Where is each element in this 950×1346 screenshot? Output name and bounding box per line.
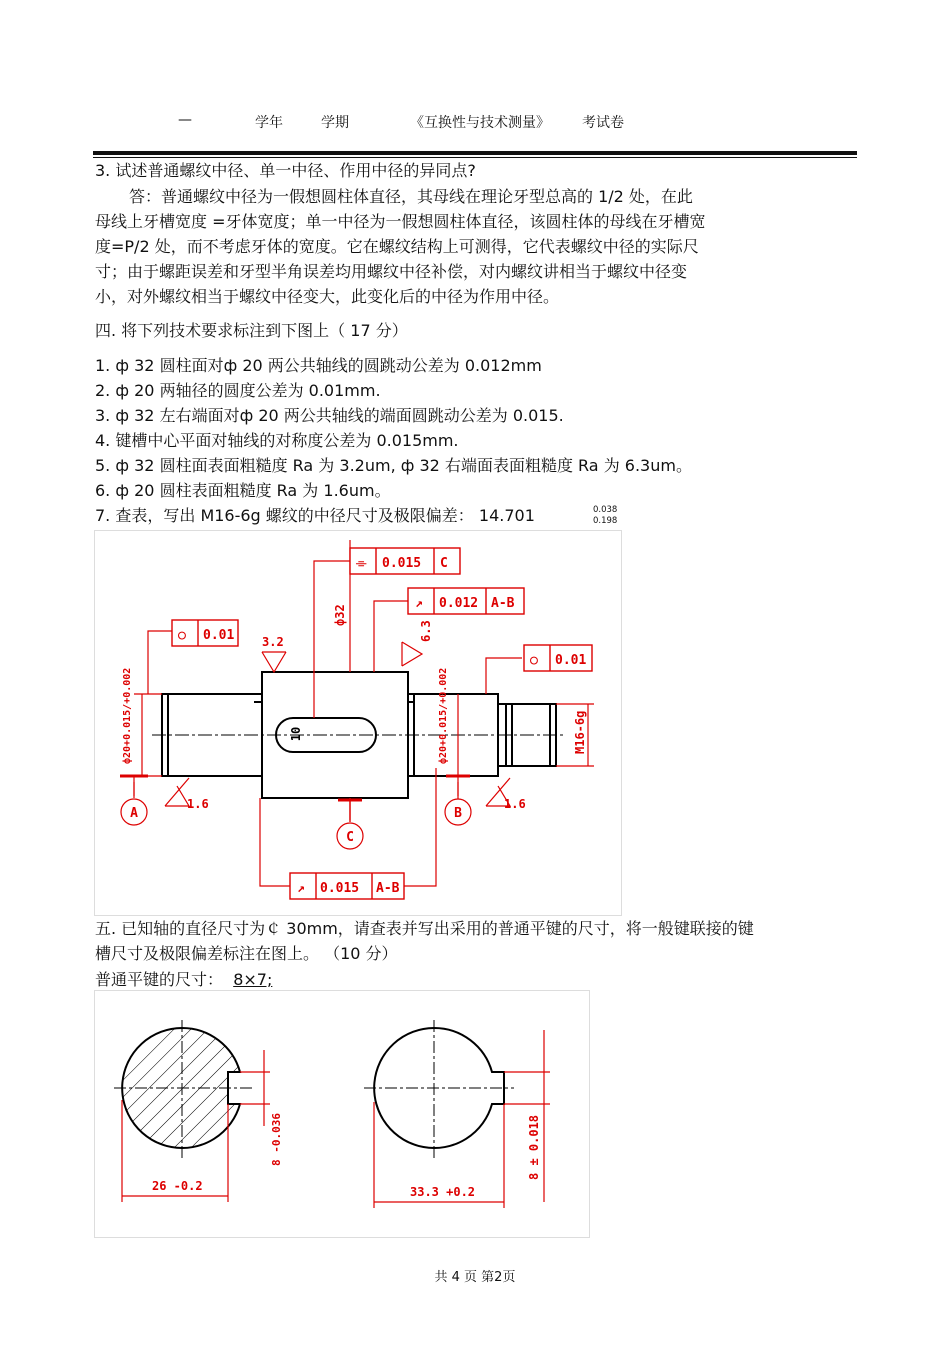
dim-phi32-label: ф32 bbox=[333, 604, 347, 626]
q3-title: 3. 试述普通螺纹中径、单一中径、作用中径的异同点? bbox=[95, 161, 476, 180]
header-dash: — bbox=[178, 112, 192, 128]
q3-answer-line: 度=P/2 处，而不考虑牙体的宽度。它在螺纹结构上可测得，它代表螺纹中径的实际尺 bbox=[95, 237, 699, 256]
dim-thread-label: M16-6g bbox=[573, 710, 587, 754]
pitch-diameter-upper-deviation: 0.038 bbox=[593, 505, 618, 515]
fcf-symmetry-value: 0.015 bbox=[382, 556, 422, 571]
dim-left-shaft-label: ф20+0.015/+0.002 bbox=[122, 667, 133, 764]
header-exam: 考试卷 bbox=[582, 115, 624, 131]
q3-answer-line: 答：普通螺纹中径为一假想圆柱体直径，其母线在理论牙型总高的 1/2 处，在此 bbox=[129, 187, 693, 206]
key-size-value: 8×7; bbox=[233, 970, 273, 989]
header-rule-thick bbox=[93, 151, 857, 155]
q4-item: 3. ф 32 左右端面对ф 20 两公共轴线的端面圆跳动公差为 0.015. bbox=[95, 406, 564, 425]
roughness-symbol bbox=[262, 652, 286, 672]
fcf-runout-top-symbol: ↗ bbox=[415, 596, 423, 611]
q4-item: 1. ф 32 圆柱面对ф 20 两公共轴线的圆跳动公差为 0.012mm bbox=[95, 356, 542, 375]
section-hub bbox=[364, 1020, 514, 1160]
header-semester: 学期 bbox=[321, 115, 349, 131]
q5-title-cont: 槽尺寸及极限偏差标注在图上。 （10 分） bbox=[95, 944, 398, 963]
fcf-roundness-right-symbol: ○ bbox=[530, 653, 538, 668]
fcf-runout-bottom-datum: A-B bbox=[376, 881, 400, 896]
pitch-diameter-lower-deviation: 0.198 bbox=[593, 516, 618, 526]
keyway-drawing bbox=[94, 990, 590, 1238]
q3-answer-line: 寸；由于螺距误差和牙型半角误差均用螺纹中径补偿，对内螺纹讲相当于螺纹中径变 bbox=[95, 262, 688, 281]
q3-answer-line: 母线上牙槽宽度 =牙体宽度；单一中径为一假想圆柱体直径，该圆柱体的母线在牙槽宽 bbox=[95, 212, 706, 231]
datum-a-label: A bbox=[130, 806, 138, 821]
header-school-year: 学年 bbox=[255, 115, 283, 131]
shaft-drawing bbox=[94, 530, 622, 916]
header-course: 《互换性与技术测量》 bbox=[410, 115, 550, 131]
fcf-roundness-left-value: 0.01 bbox=[203, 628, 235, 643]
q4-item: 6. ф 20 圆柱表面粗糙度 Ra 为 1.6um。 bbox=[95, 481, 391, 500]
datum-b-label: B bbox=[454, 806, 462, 821]
fcf-roundness-right-value: 0.01 bbox=[555, 653, 587, 668]
q3-answer-line: 小，对外螺纹相当于螺纹中径变大，此变化后的中径为作用中径。 bbox=[95, 287, 560, 306]
dim-right-shaft-label: ф20+0.015/+0.002 bbox=[438, 667, 449, 764]
fcf-runout-bottom-value: 0.015 bbox=[320, 881, 360, 896]
header-rule-thin bbox=[93, 157, 857, 158]
fcf-runout-top-datum: A-B bbox=[491, 596, 515, 611]
roughness-1.6-right-label: 1.6 bbox=[504, 797, 526, 811]
keyway-width-label: 10 bbox=[289, 726, 303, 742]
left-depth-dim: 26 -0.2 bbox=[152, 1179, 203, 1193]
q4-title: 四. 将下列技术要求标注到下图上（ 17 分） bbox=[95, 321, 408, 340]
datum-c-label: C bbox=[346, 830, 354, 845]
left-key-width-dim: 8 -0.036 bbox=[270, 1113, 283, 1166]
roughness-3.2-label: 3.2 bbox=[262, 635, 284, 649]
fcf-runout-top-value: 0.012 bbox=[439, 596, 479, 611]
q4-item: 2. ф 20 两轴径的圆度公差为 0.01mm. bbox=[95, 381, 381, 400]
roughness-symbol bbox=[165, 786, 189, 806]
key-size-line bbox=[95, 970, 288, 990]
right-depth-dim: 33.3 +0.2 bbox=[410, 1185, 476, 1199]
page-footer: 共 4 页 第2页 bbox=[434, 1270, 516, 1285]
roughness-symbol bbox=[402, 642, 422, 666]
fcf-symmetry-symbol: ⌯ bbox=[356, 556, 367, 571]
fcf-symmetry-datum: C bbox=[440, 556, 448, 571]
fcf-roundness-left-symbol: ○ bbox=[178, 628, 186, 643]
q4-item: 5. ф 32 圆柱面表面粗糙度 Ra 为 3.2um, ф 32 右端面表面粗糙度 Ra 为 6.3um。 bbox=[95, 456, 692, 475]
roughness-1.6-left-label: 1.6 bbox=[187, 797, 209, 811]
q4-item: 4. 键槽中心平面对轴线的对称度公差为 0.015mm. bbox=[95, 431, 459, 450]
roughness-6.3-label: 6.3 bbox=[419, 620, 433, 642]
right-key-width-dim: 8 ± 0.018 bbox=[527, 1114, 541, 1180]
q5-title: 五. 已知轴的直径尺寸为￠ 30mm，请查表并写出采用的普通平键的尺寸，将一般键联接的键 bbox=[95, 919, 754, 938]
q4-item: 7. 查表，写出 M16-6g 螺纹的中径尺寸及极限偏差： 14.701 bbox=[95, 506, 535, 525]
fcf-runout-bottom-symbol: ↗ bbox=[297, 881, 305, 896]
section-shaft bbox=[114, 1020, 254, 1158]
key-size-label: 普通平键的尺寸： bbox=[95, 970, 224, 989]
